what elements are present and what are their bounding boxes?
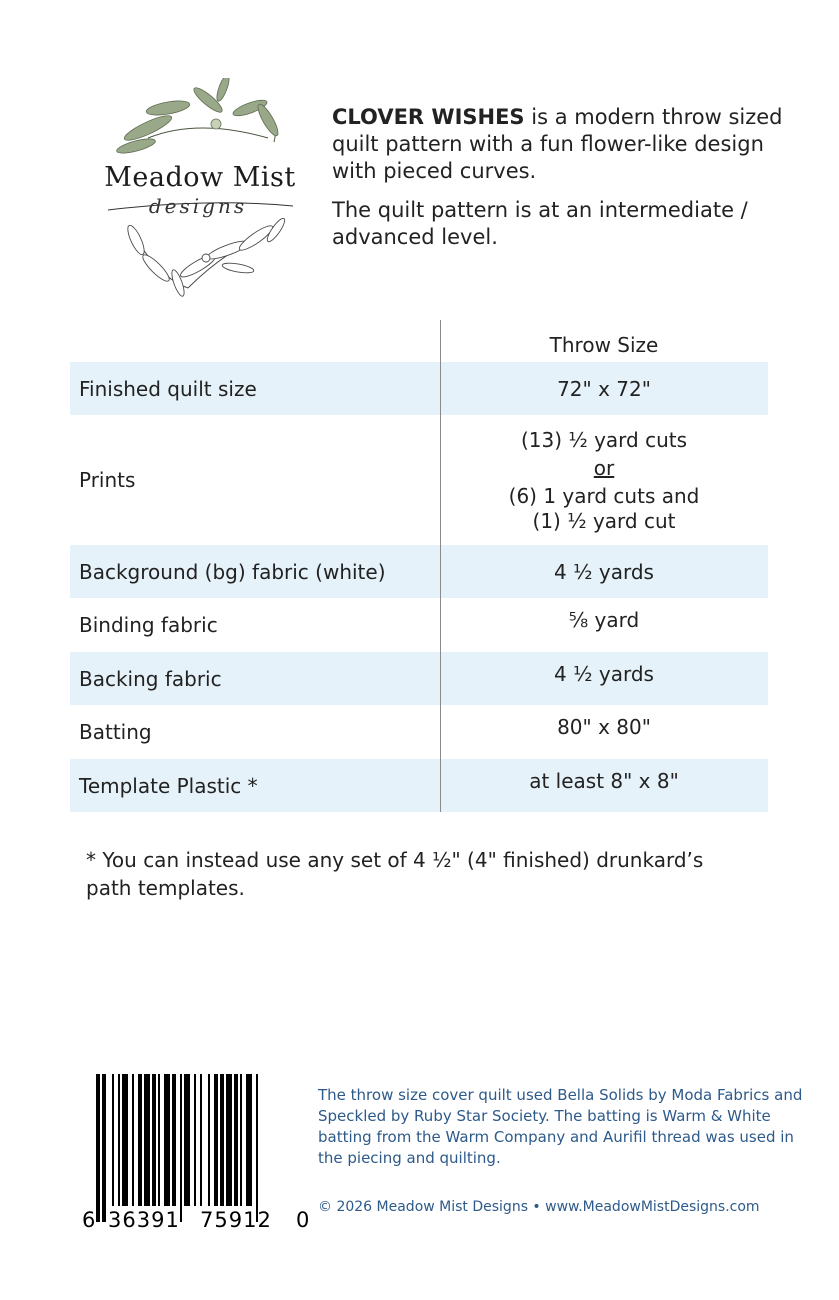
barcode-bar <box>118 1074 120 1206</box>
barcode-bar <box>180 1074 182 1222</box>
row-label: Finished quilt size <box>79 376 257 401</box>
barcode-bar <box>234 1074 238 1206</box>
barcode-bar <box>256 1074 258 1222</box>
logo-wordmark: Meadow Mist <box>104 162 296 193</box>
table-row <box>70 598 768 652</box>
barcode-bars <box>96 1074 296 1206</box>
column-header-throw-size: Throw Size <box>549 333 659 357</box>
row-value: 4 ½ yards <box>554 661 654 686</box>
prints-option-2b: (1) ½ yard cut <box>532 508 676 533</box>
barcode-bar <box>138 1074 142 1206</box>
row-value <box>440 426 768 535</box>
barcode-digit-lead: 6 <box>82 1208 96 1232</box>
row-label: Background (bg) fabric (white) <box>79 559 386 584</box>
column-divider <box>440 320 441 812</box>
intro-description <box>332 104 802 185</box>
row-label: Prints <box>79 468 136 492</box>
barcode-bar <box>200 1074 202 1206</box>
table-row <box>70 652 768 705</box>
logo-subtitle: designs <box>148 194 248 218</box>
barcode-bar <box>102 1074 106 1222</box>
pattern-intro <box>332 104 802 263</box>
barcode-digits <box>82 1208 314 1232</box>
table-row <box>70 759 768 812</box>
row-value: at least 8" x 8" <box>529 768 679 793</box>
barcode-digit-check: 0 <box>296 1208 310 1232</box>
copyright-line: © 2026 Meadow Mist Designs • www.MeadowMistDesigns.com <box>318 1199 760 1215</box>
barcode-bar <box>164 1074 170 1206</box>
row-value: ⅝ yard <box>568 608 640 632</box>
template-footnote: * You can instead use any set of 4 ½" (4" finished) drunkard’s path templates. <box>86 848 704 900</box>
table-row <box>70 705 768 759</box>
barcode-bar <box>208 1074 210 1206</box>
intro-desc-text: is a modern throw sized quilt pattern with a fun flower-like design with pieced curves. <box>332 105 783 183</box>
upc-barcode <box>82 1074 314 1234</box>
barcode-bar <box>158 1074 160 1206</box>
barcode-bar <box>144 1074 150 1206</box>
barcode-bar <box>240 1074 242 1206</box>
barcode-bar <box>214 1074 218 1206</box>
prints-option-1: (13) ½ yard cuts <box>520 427 688 452</box>
row-label: Batting <box>79 720 152 744</box>
barcode-bar <box>152 1074 156 1206</box>
barcode-bar <box>184 1074 190 1206</box>
brand-logo <box>78 78 318 300</box>
table-row <box>70 362 768 415</box>
table-header-row <box>70 320 768 362</box>
row-label: Backing fabric <box>79 666 222 691</box>
barcode-bar <box>220 1074 224 1206</box>
row-label: Binding fabric <box>79 613 218 637</box>
row-value: 80" x 80" <box>557 715 651 739</box>
prints-option-2a: (6) 1 yard cuts and <box>508 483 700 508</box>
barcode-bar <box>246 1074 252 1206</box>
prints-or: or <box>593 455 615 480</box>
barcode-bar <box>194 1074 196 1206</box>
barcode-bar <box>112 1074 114 1206</box>
barcode-digit-group-right: 75912 <box>200 1208 272 1232</box>
materials-credits: The throw size cover quilt used Bella Solids by Moda Fabrics and Speckled by Ruby Star Society. The batting is Warm & White batting from the Warm Company and Aurifil thread was used in the piecing and quilting. <box>318 1086 803 1167</box>
intro-level: The quilt pattern is at an intermediate / advanced level. <box>332 198 748 249</box>
barcode-bar <box>96 1074 100 1222</box>
barcode-bar <box>226 1074 232 1206</box>
barcode-bar <box>172 1074 176 1206</box>
row-value: 72" x 72" <box>557 376 651 401</box>
pattern-title: CLOVER WISHES <box>332 105 525 129</box>
table-row <box>70 545 768 598</box>
barcode-bar <box>132 1074 134 1206</box>
barcode-bar <box>122 1074 128 1206</box>
row-value: 4 ½ yards <box>554 559 654 584</box>
barcode-digit-group-left: 36391 <box>108 1208 180 1232</box>
row-label: Template Plastic * <box>79 773 258 798</box>
table-row <box>70 415 768 545</box>
